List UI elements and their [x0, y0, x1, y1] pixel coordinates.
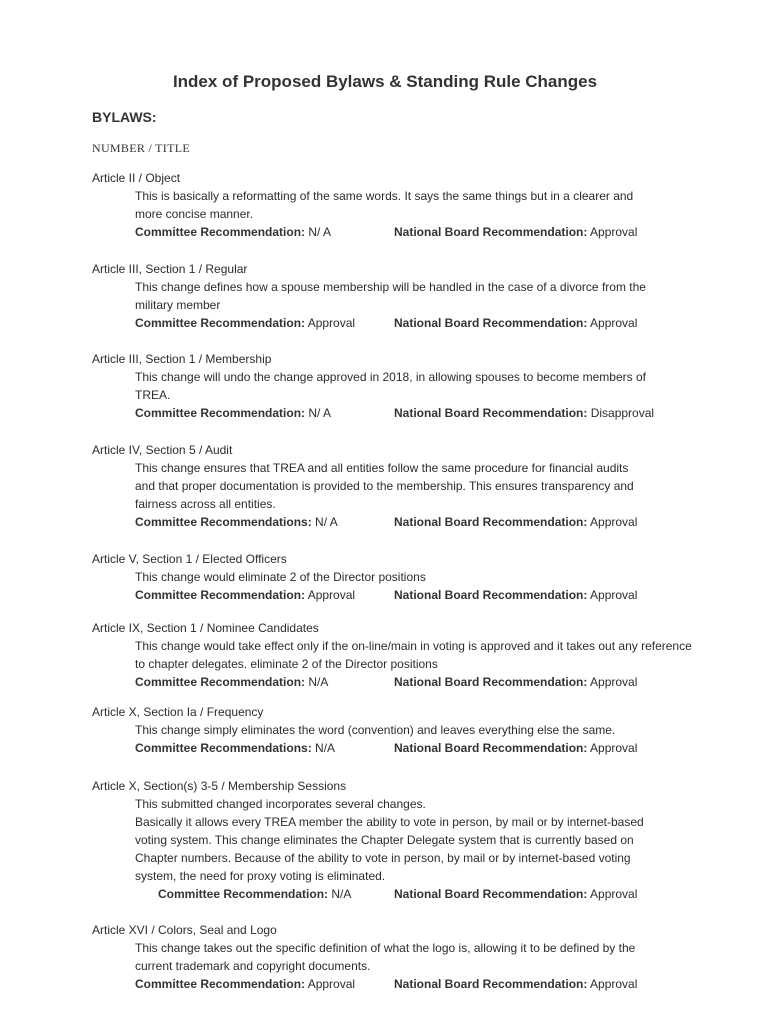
- national-board-recommendation-value: Approval: [590, 515, 638, 529]
- section-heading: BYLAWS:: [92, 109, 157, 125]
- national-board-recommendation-value: Approval: [590, 225, 638, 239]
- national-board-recommendation-label: National Board Recommendation:: [394, 316, 588, 330]
- national-board-recommendation-value: Approval: [590, 887, 638, 901]
- committee-recommendation-value: N/ A: [315, 515, 338, 529]
- bylaw-item-description: [135, 795, 752, 885]
- description-line: Chapter numbers. Because of the ability to vote in person, by mail or by internet-based voting: [135, 851, 631, 865]
- national-board-recommendation-label: National Board Recommendation:: [394, 741, 588, 755]
- bylaw-item-title: Article X, Section Ia / Frequency: [92, 705, 264, 719]
- bylaw-item-description: [135, 187, 752, 223]
- description-line: Basically it allows every TREA member the ability to vote in person, by mail or by internet-based: [135, 815, 644, 829]
- description-line: This change takes out the specific definition of what the logo is, allowing it to be defined by the: [135, 941, 636, 955]
- description-line: This change simply eliminates the word (convention) and leaves everything else the same.: [135, 723, 616, 737]
- committee-recommendation: [158, 885, 351, 903]
- national-board-recommendation-value: Disapproval: [590, 406, 655, 420]
- description-line: and that proper documentation is provided to the membership. This ensures transparency and: [135, 479, 634, 493]
- recommendation-row: [135, 739, 752, 757]
- bylaw-item-title: Article V, Section 1 / Elected Officers: [92, 552, 287, 566]
- national-board-recommendation-label: National Board Recommendation:: [394, 675, 588, 689]
- recommendation-row: [135, 673, 752, 691]
- national-board-recommendation-value: Approval: [590, 741, 638, 755]
- committee-recommendation: [135, 673, 328, 691]
- committee-recommendation-value: N/ A: [308, 406, 332, 420]
- committee-recommendation-label: Committee Recommendation:: [135, 588, 306, 602]
- bylaw-item: [92, 921, 752, 993]
- description-line: This is basically a reformatting of the same words. It says the same things but in a clearer and: [135, 189, 634, 203]
- national-board-recommendation-label: National Board Recommendation:: [394, 887, 588, 901]
- committee-recommendation-label: Committee Recommendation:: [135, 675, 306, 689]
- committee-recommendation-value: Approval: [307, 588, 356, 602]
- bylaw-item: [92, 777, 752, 903]
- committee-recommendation: [135, 404, 331, 422]
- bylaw-item-description: [135, 721, 752, 739]
- committee-recommendation-label: Committee Recommendation:: [135, 316, 306, 330]
- national-board-recommendation: [394, 739, 637, 757]
- description-line: system, the need for proxy voting is eliminated.: [135, 869, 386, 883]
- committee-recommendation-label: Committee Recommendation:: [158, 887, 329, 901]
- committee-recommendation-value: N/A: [308, 675, 329, 689]
- description-line: This change will undo the change approved in 2018, in allowing spouses to become members of: [135, 370, 646, 384]
- national-board-recommendation: [394, 673, 637, 691]
- national-board-recommendation-value: Approval: [590, 316, 638, 330]
- description-line: This submitted changed incorporates several changes.: [135, 797, 426, 811]
- bylaw-item-title: Article XVI / Colors, Seal and Logo: [92, 923, 277, 937]
- bylaw-item-description: [135, 939, 752, 975]
- bylaw-item-title: Article III, Section 1 / Regular: [92, 262, 248, 276]
- committee-recommendation: [135, 223, 331, 241]
- recommendation-row: [135, 404, 752, 422]
- recommendation-row: [135, 314, 752, 332]
- recommendation-row: [135, 513, 752, 531]
- bylaw-item-description: [135, 278, 752, 314]
- committee-recommendation: [135, 739, 335, 757]
- national-board-recommendation-value: Approval: [590, 588, 638, 602]
- bylaw-item-title: Article IX, Section 1 / Nominee Candidates: [92, 621, 319, 635]
- bylaw-item: [92, 169, 752, 241]
- committee-recommendation-label: Committee Recommendations:: [135, 741, 312, 755]
- description-line: voting system. This change eliminates the Chapter Delegate system that is currently based on: [135, 833, 634, 847]
- bylaw-item-title: Article X, Section(s) 3-5 / Membership Sessions: [92, 779, 347, 793]
- bylaw-item-title: Article II / Object: [92, 171, 181, 185]
- description-line: This change ensures that TREA and all entities follow the same procedure for financial audits: [135, 461, 629, 475]
- national-board-recommendation-value: Approval: [590, 977, 638, 991]
- national-board-recommendation: [394, 885, 637, 903]
- committee-recommendation-label: Committee Recommendation:: [135, 977, 306, 991]
- national-board-recommendation-label: National Board Recommendation:: [394, 406, 588, 420]
- bylaw-item: [92, 350, 752, 422]
- committee-recommendation-label: Committee Recommendations:: [135, 515, 312, 529]
- description-line: TREA.: [135, 388, 171, 402]
- bylaw-item: [92, 619, 752, 691]
- national-board-recommendation: [394, 586, 637, 604]
- bylaw-item: [92, 550, 752, 604]
- description-line: military member: [135, 298, 221, 312]
- committee-recommendation-label: Committee Recommendation:: [135, 406, 306, 420]
- bylaw-item-title: Article IV, Section 5 / Audit: [92, 443, 233, 457]
- national-board-recommendation: [394, 975, 637, 993]
- national-board-recommendation-value: Approval: [590, 675, 638, 689]
- bylaw-item-description: [135, 368, 752, 404]
- description-line: more concise manner.: [135, 207, 254, 221]
- bylaw-item: [92, 441, 752, 531]
- committee-recommendation: [135, 314, 355, 332]
- national-board-recommendation: [394, 513, 637, 531]
- recommendation-row: [135, 975, 752, 993]
- bylaw-item: [92, 703, 752, 757]
- description-line: to chapter delegates. eliminate 2 of the Director positions: [135, 657, 438, 671]
- recommendation-row: [135, 586, 752, 604]
- bylaw-item-description: [135, 568, 752, 586]
- bylaw-item-description: [135, 637, 752, 673]
- description-line: current trademark and copyright documents.: [135, 959, 371, 973]
- committee-recommendation-label: Committee Recommendation:: [135, 225, 306, 239]
- committee-recommendation: [135, 513, 338, 531]
- bylaw-item-title: Article III, Section 1 / Membership: [92, 352, 272, 366]
- committee-recommendation-value: Approval: [307, 977, 356, 991]
- committee-recommendation-value: Approval: [307, 316, 356, 330]
- committee-recommendation-value: N/ A: [308, 225, 332, 239]
- committee-recommendation: [135, 586, 355, 604]
- description-line: This change would take effect only if the on-line/main in voting is approved and it takes out any reference: [135, 639, 692, 653]
- national-board-recommendation-label: National Board Recommendation:: [394, 225, 588, 239]
- bylaw-item-description: [135, 459, 752, 513]
- description-line: fairness across all entities.: [135, 497, 276, 511]
- page-title: Index of Proposed Bylaws & Standing Rule Changes: [172, 72, 598, 91]
- national-board-recommendation: [394, 404, 654, 422]
- column-header: NUMBER / TITLE: [92, 141, 190, 155]
- description-line: This change would eliminate 2 of the Director positions: [135, 570, 426, 584]
- national-board-recommendation: [394, 223, 637, 241]
- committee-recommendation: [135, 975, 355, 993]
- recommendation-row: [135, 223, 752, 241]
- national-board-recommendation-label: National Board Recommendation:: [394, 977, 588, 991]
- national-board-recommendation-label: National Board Recommendation:: [394, 588, 588, 602]
- description-line: This change defines how a spouse membership will be handled in the case of a divorce from the: [135, 280, 646, 294]
- bylaw-item: [92, 260, 752, 332]
- committee-recommendation-value: N/A: [315, 741, 336, 755]
- recommendation-row: [158, 885, 752, 903]
- national-board-recommendation-label: National Board Recommendation:: [394, 515, 588, 529]
- national-board-recommendation: [394, 314, 637, 332]
- committee-recommendation-value: N/A: [331, 887, 352, 901]
